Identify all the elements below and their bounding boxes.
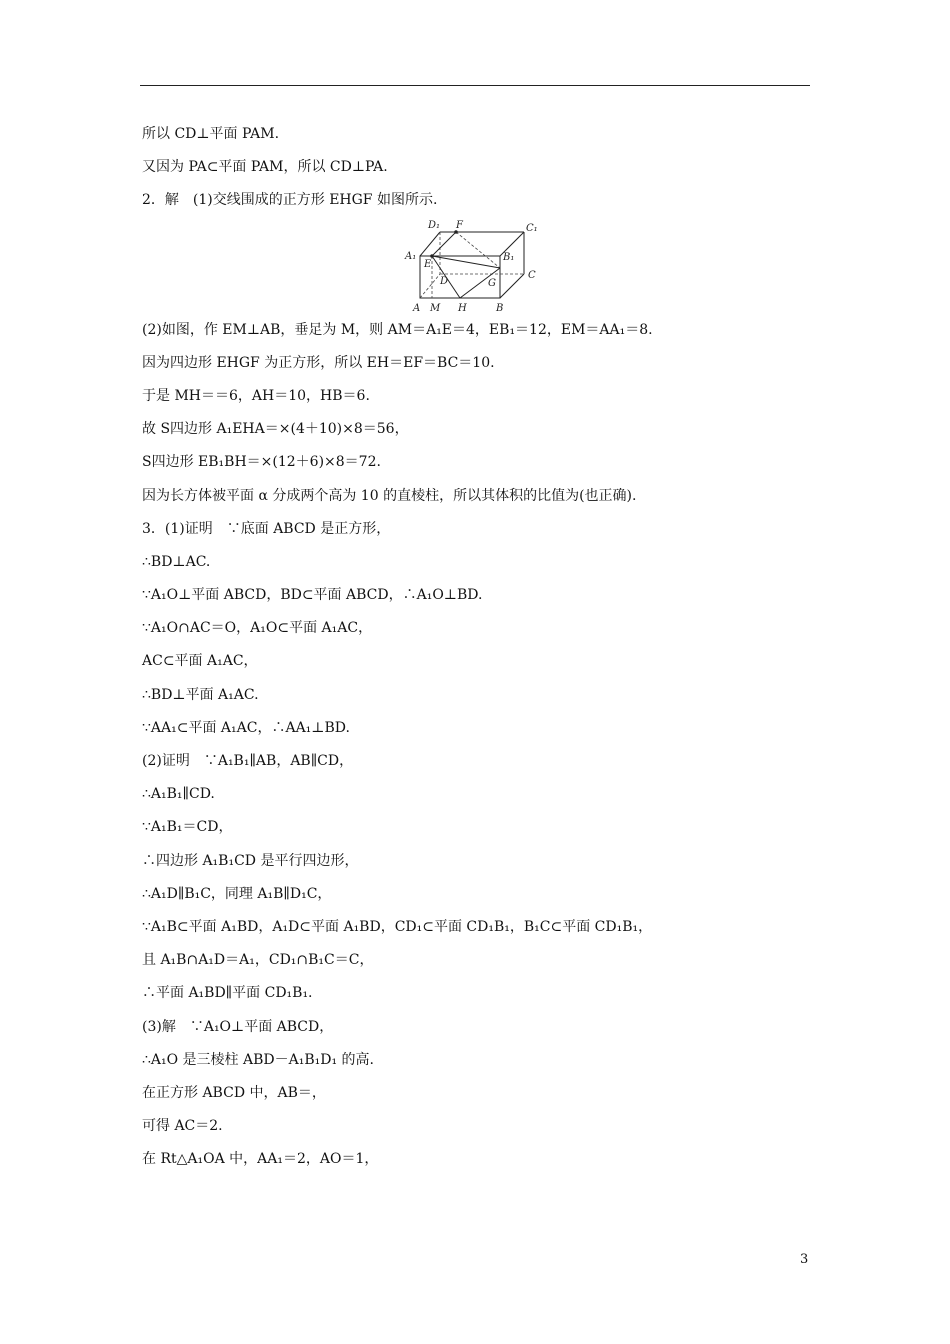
hidden-edge-a-d — [420, 274, 440, 298]
text-line: (3)解 ∵A₁O⊥平面 ABCD， — [142, 1018, 334, 1035]
text-line: 故 S四边形 A₁EHA＝×(4＋10)×8＝56， — [142, 421, 409, 438]
text-line: 所以 CD⊥平面 PAM. — [142, 126, 280, 142]
document-body — [142, 122, 822, 1180]
text-line: 因为四边形 EHGF 为正方形，所以 EH＝EF＝BC＝10. — [142, 354, 495, 371]
text-line: 可得 AC＝2. — [142, 1118, 223, 1135]
text-line: 且 A₁B∩A₁D＝A₁，CD₁∩B₁C＝C， — [142, 952, 374, 969]
point-e — [430, 254, 434, 258]
text-line: ∵AA₁⊂平面 A₁AC，∴AA₁⊥BD. — [142, 719, 350, 736]
text-line: 2．解 (1)交线围成的正方形 EHGF 如图所示. — [142, 192, 438, 209]
text-line: (2)证明 ∵A₁B₁∥AB，AB∥CD， — [142, 753, 354, 769]
label-f: F — [456, 219, 463, 231]
label-a: A — [413, 302, 421, 314]
label-g: G — [488, 277, 496, 289]
text-line: (2)如图，作 EM⊥AB，垂足为 M，则 AM＝A₁E＝4，EB₁＝12，EM＝AA₁＝8. — [142, 321, 653, 338]
label-d: D — [440, 275, 449, 287]
cuboid-figure — [142, 218, 822, 316]
text-line: 在正方形 ABCD 中，AB＝， — [142, 1084, 326, 1101]
segment-f-g — [456, 232, 500, 268]
label-e: E — [424, 258, 432, 270]
header-rule — [140, 85, 810, 86]
edge-a1-d1 — [420, 232, 440, 256]
text-line: ∵A₁O⊥平面 ABCD，BD⊂平面 ABCD，∴A₁O⊥BD. — [142, 587, 483, 604]
cuboid-diagram — [404, 218, 554, 316]
label-c: C — [528, 269, 536, 281]
segment-e-g — [432, 256, 500, 268]
text-line: ∴A₁B₁∥CD. — [142, 786, 215, 803]
text-lines-after-figure — [142, 318, 822, 1181]
text-line: ∴四边形 A₁B₁CD 是平行四边形， — [142, 852, 359, 869]
text-line: AC⊂平面 A₁AC， — [142, 653, 258, 670]
text-line: ∵A₁B₁＝CD， — [142, 819, 233, 836]
label-a1: A₁ — [405, 250, 417, 262]
label-d1: D₁ — [428, 219, 441, 231]
text-line: 3．(1)证明 ∵底面 ABCD 是正方形， — [142, 520, 391, 537]
label-m: M — [430, 302, 441, 314]
label-h: H — [458, 302, 467, 314]
text-line: S四边形 EB₁BH＝×(12＋6)×8＝72. — [142, 454, 381, 471]
text-line: 又因为 PA⊂平面 PAM，所以 CD⊥PA. — [142, 159, 388, 176]
text-line: ∵A₁O∩AC＝O，A₁O⊂平面 A₁AC， — [142, 620, 373, 637]
text-line: ∴BD⊥AC. — [142, 553, 211, 570]
text-line: ∴A₁O 是三棱柱 ABD－A₁B₁D₁ 的高. — [142, 1051, 374, 1068]
text-line: 于是 MH＝＝6，AH＝10，HB＝6. — [142, 387, 370, 404]
text-line: ∴A₁D∥B₁C，同理 A₁B∥D₁C， — [142, 885, 332, 902]
label-b1: B₁ — [503, 251, 515, 263]
edge-b-c — [500, 274, 524, 298]
text-line: 因为长方体被平面 α 分成两个高为 10 的直棱柱，所以其体积的比值为(也正确). — [142, 487, 637, 504]
text-line: 在 Rt△A₁OA 中，AA₁＝2，AO＝1， — [142, 1151, 379, 1168]
label-c1: C₁ — [526, 222, 538, 234]
segment-e-f — [432, 232, 456, 256]
text-line: ∵A₁B⊂平面 A₁BD，A₁D⊂平面 A₁BD，CD₁⊂平面 CD₁B₁，B₁C⊂平面 CD₁B₁， — [142, 918, 653, 935]
text-line: ∴平面 A₁BD∥平面 CD₁B₁. — [142, 985, 313, 1002]
text-line: ∴BD⊥平面 A₁AC. — [142, 686, 259, 703]
label-b: B — [496, 302, 504, 314]
page-number: 3 — [800, 1252, 809, 1267]
